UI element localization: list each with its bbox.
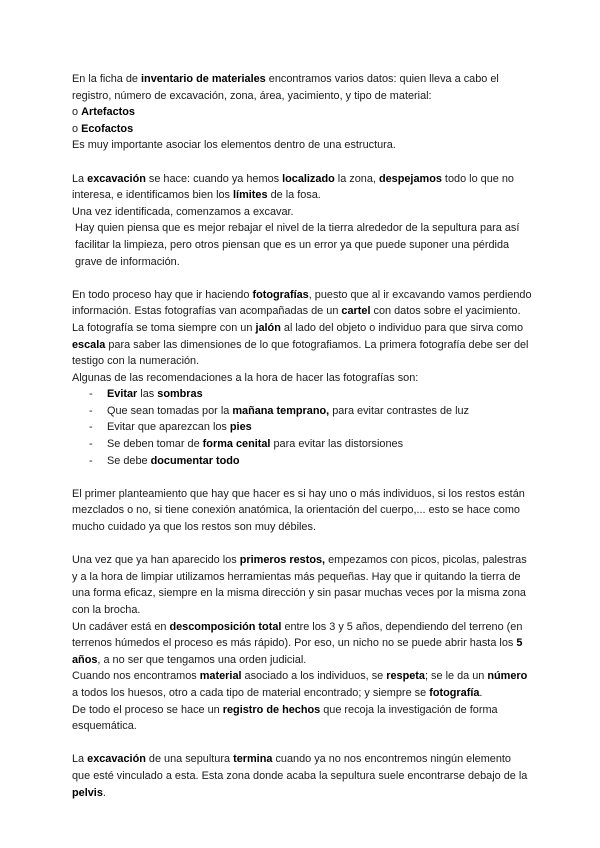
bold-term: excavación [87, 753, 146, 766]
paragraph-spacer [72, 270, 532, 287]
text-run: las [137, 388, 158, 401]
paragraph [72, 171, 532, 204]
bold-term: fotografía [429, 686, 480, 699]
text-run: se hace: cuando ya hemos [145, 172, 283, 185]
text-run: La [72, 753, 88, 766]
text-run: En la ficha de [72, 73, 142, 85]
text-run: Que sean tomadas por la [107, 404, 233, 417]
bold-term: termina [233, 753, 273, 766]
paragraph [72, 370, 532, 387]
document-body [72, 71, 532, 801]
text-run: entre los 3 y 5 años, dependiendo del terreno (en terrenos húmedos el proceso es más rápido). Por eso, un nicho no se puede abrir hasta los [72, 620, 523, 650]
dash-list [72, 386, 532, 469]
text-run: , puesto que al ir excavando vamos perdiendo información. Estas fotografías van acompañadas de un [72, 288, 532, 318]
text-run: El primer planteamiento que hay que hacer es si hay uno o más individuos, si los restos están mezclados o no, si tiene conexión anatómica, la orientación del cuerpo,... esto se hace como mucho cuidado ya que los restos son muy débiles. [72, 487, 525, 534]
text-run: Una vez que ya han aparecido los [72, 554, 240, 567]
text-run: o [72, 122, 82, 135]
bold-term: despejamos [378, 172, 442, 185]
text-run: asociado a los individuos, se [241, 670, 387, 683]
paragraph [72, 71, 532, 104]
text-run: todo lo que no interesa, e identificamos bien los [72, 172, 514, 202]
bold-term: pies [229, 421, 252, 434]
text-run: Hay quien piensa que es mejor rebajar el nivel de la tierra alrededor de la sepultura para así facilitar la limpieza, pero otros piensan que es un error ya que puede suponer una pérdida grave de información. [75, 222, 520, 268]
bold-term: 5 años [72, 637, 523, 666]
text-run: Se debe [107, 454, 151, 467]
list-item [72, 386, 532, 403]
text-run: cuando ya no nos encontremos ningún elemento que esté vinculado a esta. Esta zona donde acaba la sepultura suele encontrarse debajo de la [72, 753, 528, 782]
text-run: a todos los huesos, otro a cada tipo de material encontrado; y siempre se [72, 686, 430, 699]
bold-term: descomposición total [169, 620, 282, 633]
text-run: para evitar contrastes de luz [329, 404, 470, 417]
bold-term: registro de hechos [222, 703, 321, 716]
paragraph [72, 121, 532, 138]
text-run: . [102, 786, 106, 799]
text-run: de la fosa. [267, 189, 321, 202]
text-run: ; se le da un [424, 670, 488, 683]
bold-term: escala [72, 338, 106, 351]
paragraph [72, 668, 532, 701]
bold-term: Artefactos [81, 106, 135, 119]
bold-term: localizado [282, 172, 335, 185]
paragraph [72, 486, 532, 536]
bold-term: límites [233, 189, 268, 202]
paragraph [72, 619, 532, 669]
text-run: Un cadáver está en [72, 620, 170, 633]
text-run: La fotografía se toma siempre con un [72, 321, 256, 334]
paragraph [72, 287, 532, 320]
bold-term: jalón [255, 321, 281, 334]
list-item [72, 403, 532, 420]
bold-term: respeta [386, 670, 425, 683]
bold-term: excavación [87, 172, 146, 185]
text-run: la zona, [334, 172, 379, 185]
text-run: Algunas de las recomendaciones a la hora de hacer las fotografías son: [72, 371, 419, 384]
text-run: para saber las dimensiones de lo que fotografiamos. La primera fotografía debe ser del testigo con la numeración. [72, 338, 529, 368]
list-item [72, 419, 532, 436]
text-run: con datos sobre el yacimiento. [370, 305, 521, 318]
bold-term: pelvis [72, 786, 103, 799]
list-item [72, 453, 532, 470]
paragraph [72, 137, 532, 154]
paragraph-spacer [72, 469, 532, 486]
text-run: Evitar que aparezcan los [107, 421, 230, 434]
bold-term: primeros restos, [239, 554, 326, 567]
list-item [72, 436, 532, 453]
bold-term: sombras [157, 388, 203, 401]
text-run: para evitar las distorsiones [270, 438, 404, 451]
paragraph-spacer [72, 154, 532, 171]
text-run: que recoja la investigación de forma esquemática. [72, 703, 498, 733]
bold-term: Evitar [107, 388, 138, 401]
paragraph [72, 751, 532, 801]
text-run: Una vez identificada, comenzamos a excavar. [72, 205, 294, 218]
bold-term: forma cenital [202, 438, 271, 451]
bold-term: inventario de materiales [141, 73, 266, 85]
paragraph [72, 320, 532, 370]
paragraph [72, 104, 532, 121]
text-run: La [72, 172, 88, 185]
text-run: Cuando nos encontramos [72, 670, 200, 683]
text-run: En todo proceso hay que ir haciendo [72, 288, 253, 301]
bold-term: número [487, 670, 528, 683]
text-run: . [479, 686, 483, 699]
bold-term: cartel [341, 305, 371, 318]
bold-term: documentar todo [150, 454, 240, 467]
text-run: Es muy importante asociar los elementos dentro de una estructura. [72, 139, 396, 152]
paragraph [72, 552, 532, 618]
paragraph [72, 220, 532, 270]
text-run: , a no ser que tengamos una orden judicial. [97, 653, 307, 666]
text-run: al lado del objeto o individuo para que sirva como [280, 321, 524, 334]
text-run: De todo el proceso se hace un [72, 703, 223, 716]
text-run: empezamos con picos, picolas, palestras y a la hora de limpiar utilizamos herramientas más pequeñas. Hay que ir quitando la tierra de una forma eficaz, siempre en la misma dirección y sin pasar muchas veces por la misma zona con la brocha. [72, 554, 527, 616]
text-run: de una sepultura [145, 753, 234, 766]
bold-term: mañana temprano, [232, 404, 330, 417]
paragraph [72, 702, 532, 735]
paragraph-spacer [72, 536, 532, 553]
bold-term: fotografías [252, 288, 309, 301]
paragraph [72, 204, 532, 221]
text-run: encontramos varios datos: quien lleva a cabo el registro, número de excavación, zona, área, yacimiento, y tipo de material: [72, 73, 499, 102]
text-run: Se deben tomar de [107, 438, 203, 451]
bold-term: Ecofactos [81, 122, 134, 135]
bold-term: material [199, 670, 242, 683]
paragraph-spacer [72, 735, 532, 752]
text-run: o [72, 106, 82, 119]
